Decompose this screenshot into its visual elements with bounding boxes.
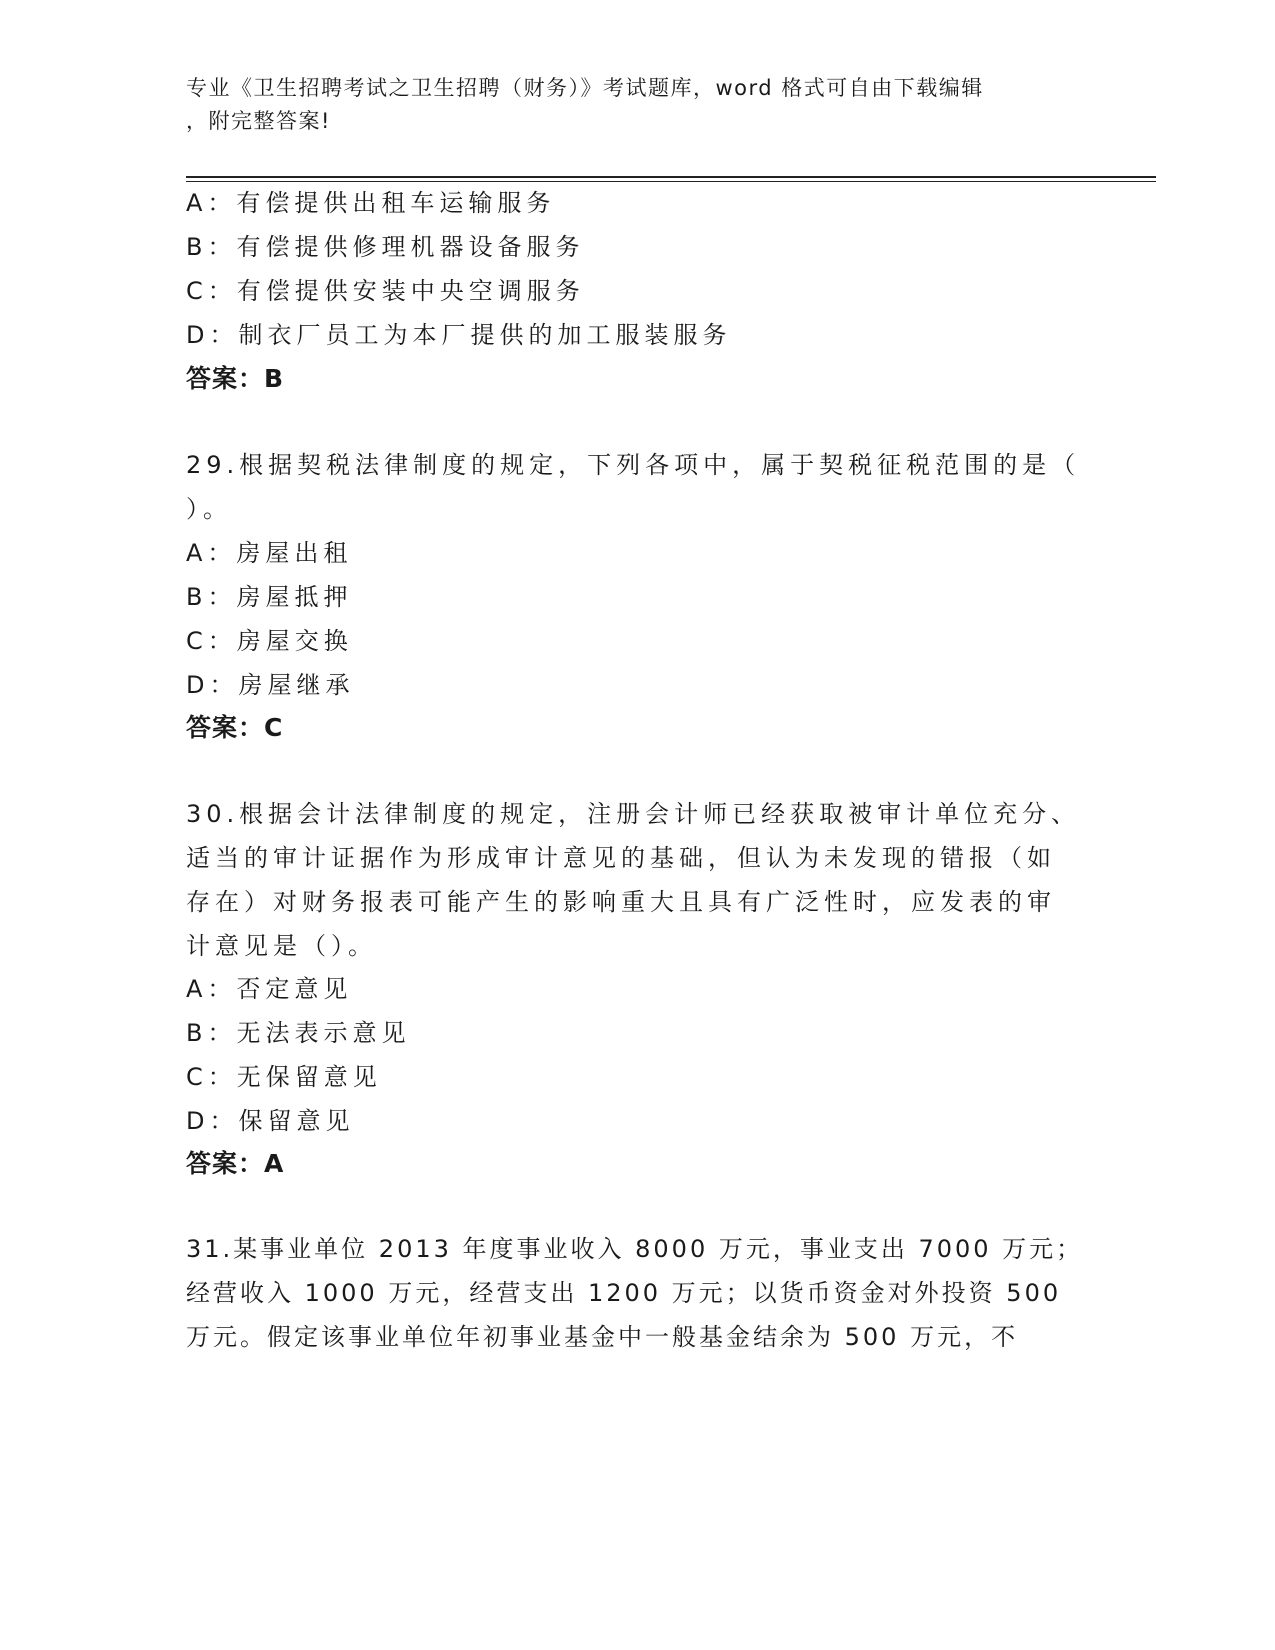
q29-option-b: B：房屋抵押 (186, 583, 353, 611)
q31-stem-line-3: 万元。假定该事业单位年初事业基金中一般基金结余为 500 万元，不 (186, 1323, 1019, 1351)
q28-option-c: C：有偿提供安装中央空调服务 (186, 277, 585, 305)
q30-option-b: B：无法表示意见 (186, 1019, 411, 1047)
q30-stem-line-4: 计意见是（）。 (186, 932, 377, 960)
q30-stem-line-1: 30.根据会计法律制度的规定，注册会计师已经获取被审计单位充分、 (186, 800, 1081, 828)
q30-option-d: D：保留意见 (186, 1107, 355, 1135)
q31-stem-line-2: 经营收入 1000 万元，经营支出 1200 万元；以货币资金对外投资 500 (186, 1279, 1062, 1307)
header-line-1: 专业《卫生招聘考试之卫生招聘（财务）》考试题库，word 格式可自由下载编辑 (186, 76, 984, 100)
q29-stem-line-1: 29.根据契税法律制度的规定，下列各项中，属于契税征税范围的是（ (186, 451, 1081, 479)
q29-option-d: D：房屋继承 (186, 671, 355, 699)
q31-stem-line-1: 31.某事业单位 2013 年度事业收入 8000 万元，事业支出 7000 万元； (186, 1235, 1084, 1263)
q28-answer: 答案：B (186, 364, 285, 393)
header-rule-thin (186, 181, 1156, 182)
q29-option-c: C：房屋交换 (186, 627, 353, 655)
document-header (186, 72, 1066, 138)
q29-answer: 答案：C (186, 713, 284, 742)
header-line-2: ，附完整答案! (186, 109, 331, 133)
q29-stem-line-2: ）。 (186, 495, 232, 523)
q28-option-b: B：有偿提供修理机器设备服务 (186, 233, 585, 261)
q28-option-d: D：制衣厂员工为本厂提供的加工服装服务 (186, 321, 732, 349)
q28-option-a: A：有偿提供出租车运输服务 (186, 189, 556, 217)
q30-option-a: A：否定意见 (186, 975, 353, 1003)
q30-stem-line-3: 存在）对财务报表可能产生的影响重大且具有广泛性时，应发表的审 (186, 888, 1056, 916)
q29-option-a: A：房屋出租 (186, 539, 353, 567)
q30-answer: 答案：A (186, 1149, 285, 1178)
q30-option-c: C：无保留意见 (186, 1063, 382, 1091)
header-rule-thick (186, 176, 1156, 178)
q30-stem-line-2: 适当的审计证据作为形成审计意见的基础，但认为未发现的错报（如 (186, 844, 1056, 872)
